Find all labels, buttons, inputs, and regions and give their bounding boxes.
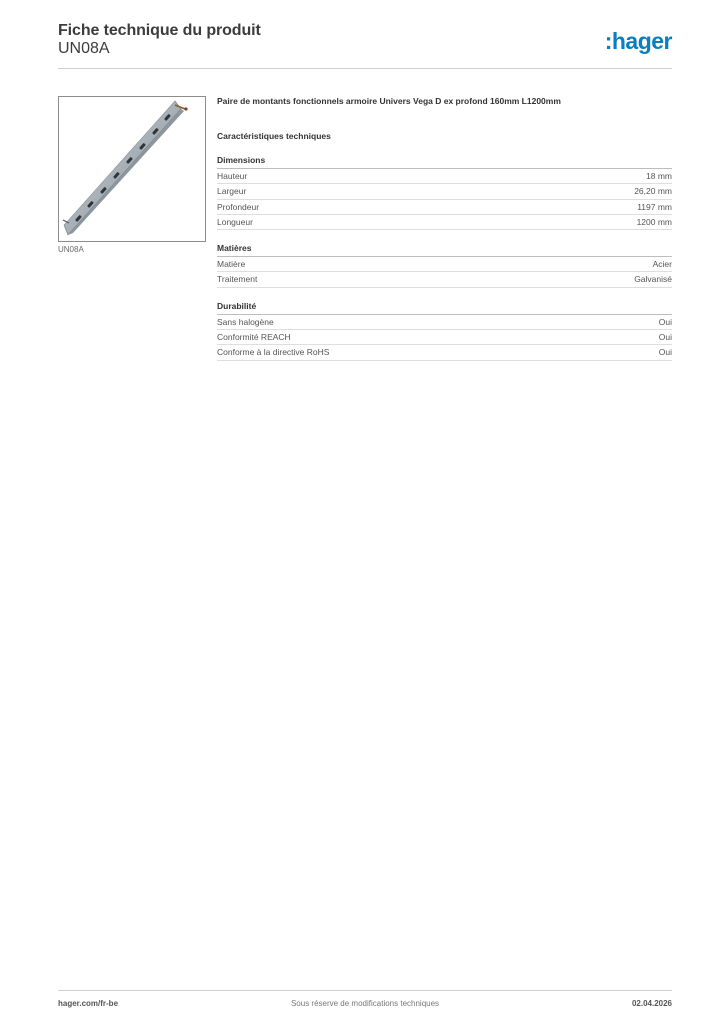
spec-value: 18 mm — [646, 171, 672, 181]
spec-label: Traitement — [217, 274, 258, 285]
spec-value: Oui — [658, 316, 672, 327]
product-image — [58, 96, 206, 242]
document-title: Fiche technique du produit — [58, 22, 261, 39]
spec-label: Conforme à la directive RoHS — [217, 347, 330, 358]
spec-row — [217, 330, 672, 345]
footer-date: 02.04.2026 — [631, 999, 672, 1008]
spec-row — [217, 272, 672, 287]
spec-group-dimensions — [217, 155, 672, 230]
spec-label: Largeur — [217, 186, 247, 197]
product-reference: UN08A — [58, 40, 110, 57]
spec-label: Longueur — [217, 216, 253, 227]
spec-row — [217, 257, 672, 272]
spec-group-title: Durabilité — [217, 301, 672, 315]
spec-row — [217, 200, 672, 215]
spec-group-title: Matières — [217, 243, 672, 257]
spec-value: Galvanisé — [634, 274, 672, 285]
spec-value: Oui — [658, 347, 672, 358]
product-description: Paire de montants fonctionnels armoire Univers Vega D ex profond 160mm L1200mm — [217, 96, 561, 106]
spec-label: Profondeur — [217, 201, 260, 212]
spec-label: Sans halogène — [217, 316, 274, 327]
product-details — [217, 96, 672, 361]
spec-group-title: Dimensions — [217, 155, 672, 169]
footer-website-link[interactable]: hager.com/fr-be — [58, 999, 119, 1008]
hager-logo: :hager — [604, 28, 672, 54]
spec-value: 26,20 mm — [634, 186, 672, 197]
spec-value: 1200 mm — [636, 216, 672, 227]
image-caption: UN08A — [58, 245, 84, 254]
spec-row — [217, 345, 672, 360]
page-footer — [58, 990, 672, 1011]
logo-text: hager — [611, 28, 672, 54]
spec-row — [217, 184, 672, 199]
specs-title: Caractéristiques techniques — [217, 131, 331, 141]
spec-label: Matière — [217, 259, 246, 270]
spec-label: Conformité REACH — [217, 332, 291, 343]
spec-value: Acier — [652, 259, 672, 270]
spec-row — [217, 169, 672, 184]
page-header — [58, 20, 672, 69]
spec-value: 1197 mm — [637, 201, 672, 212]
spec-row — [217, 215, 672, 230]
spec-row — [217, 315, 672, 330]
footer-disclaimer: Sous réserve de modifications techniques — [290, 999, 440, 1008]
mounting-rail-illustration — [59, 97, 205, 241]
spec-group-durability — [217, 301, 672, 361]
spec-value: Oui — [658, 332, 672, 343]
spec-label: Hauteur — [217, 171, 248, 181]
spec-group-materials — [217, 243, 672, 288]
